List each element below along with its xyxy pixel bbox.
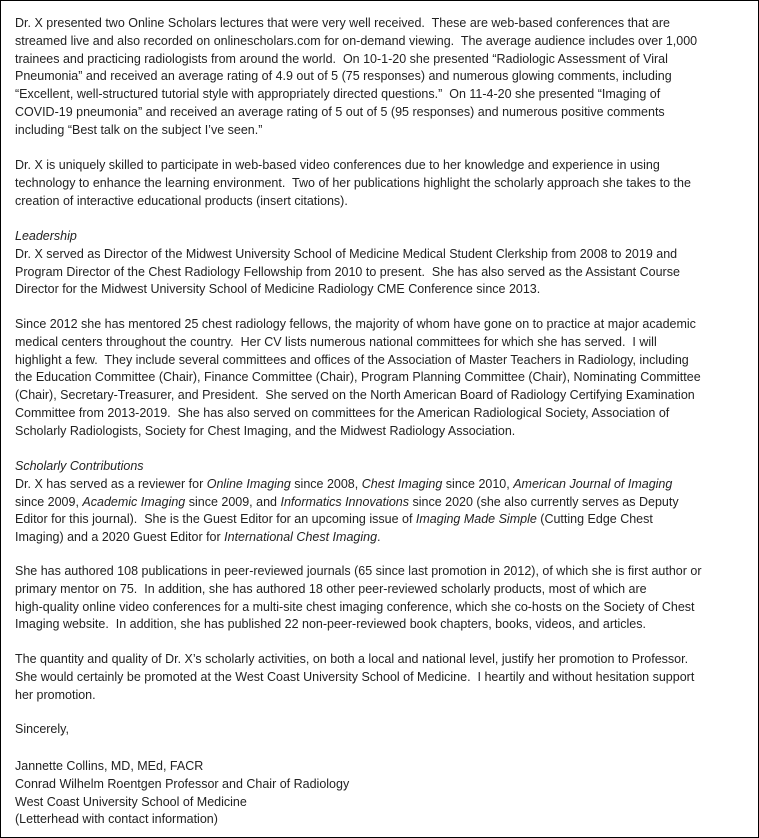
text-line: “Excellent, well-structured tutorial style with appropriately directed questions.” On 11-4-20 she presented “Imaging of <box>15 87 661 102</box>
text-line: Committee from 2013-2019. She has also served on committees for the American Radiological Society, Association of <box>15 405 670 420</box>
text-line: She would certainly be promoted at the West Coast University School of Medicine. I heartily and without hesitation support <box>15 669 695 684</box>
text-run: since 2010, <box>442 476 514 491</box>
text-line: Dr. X is uniquely skilled to participate in web-based video conferences due to her knowledge and experience in using <box>15 158 660 172</box>
scholarly-heading: Scholarly Contributions <box>15 459 144 473</box>
signer-institution: West Coast University School of Medicine <box>15 794 247 809</box>
text-run: Dr. X has served as a reviewer for <box>15 476 207 491</box>
text-line <box>15 476 756 494</box>
leadership-section <box>15 228 756 299</box>
text-line: primary mentor on 75. In addition, she has authored 18 other peer-reviewed scholarly products, most of which are <box>15 581 647 596</box>
text-line: Program Director of the Chest Radiology Fellowship from 2010 to present. She has also served as the Assistant Course <box>15 264 680 279</box>
scholarly-section <box>15 458 756 547</box>
paragraph-publications <box>15 563 756 634</box>
text-line: the Education Committee (Chair), Finance Committee (Chair), Program Planning Committee (Chair), Nominating Committee <box>15 370 701 385</box>
text-line: trainees and practicing radiologists from around the world. On 10-1-20 she presented “Radiologic Assessment of Viral <box>15 51 668 66</box>
journal-title: Academic Imaging <box>82 494 186 509</box>
text-line <box>15 494 756 512</box>
text-line: highlight a few. They include several committees and offices of the Association of Master Teachers in Radiology, including <box>15 352 689 367</box>
text-run: Editor for this journal). She is the Guest Editor for an upcoming issue of <box>15 512 416 527</box>
text-line <box>15 529 756 547</box>
text-line: Pneumonia” and received an average rating of 4.9 out of 5 (75 responses) and numerous glowing comments, including <box>15 69 672 84</box>
closing <box>15 721 756 739</box>
text-run: . <box>377 530 381 545</box>
text-line: medical centers throughout the country. Her CV lists numerous national committees for which she has served. I will <box>15 334 657 349</box>
text-line: creation of interactive educational products (insert citations). <box>15 193 348 208</box>
paragraph-online-scholars <box>15 15 756 140</box>
text-line: She has authored 108 publications in peer-reviewed journals (65 since last promotion in 2012), of which she is first author or <box>15 564 702 578</box>
text-run: since 2008, <box>290 476 362 491</box>
paragraph-web-conferences <box>15 157 756 210</box>
journal-title: American Journal of Imaging <box>513 476 673 491</box>
paragraph-recommendation <box>15 651 756 704</box>
signer-title: Conrad Wilhelm Roentgen Professor and Chair of Radiology <box>15 776 350 791</box>
text-run: since 2009, <box>15 494 83 509</box>
letterhead-note: (Letterhead with contact information) <box>15 812 218 827</box>
signer-name: Jannette Collins, MD, MEd, FACR <box>15 759 204 773</box>
text-line: Director for the Midwest University School of Medicine Radiology CME Conference since 2013. <box>15 282 541 297</box>
text-run: Imaging) and a 2020 Guest Editor for <box>15 530 225 545</box>
text-line: Since 2012 she has mentored 25 chest radiology fellows, the majority of whom have gone on to practice at major academic <box>15 317 696 331</box>
text-line: streamed live and also recorded on onlinescholars.com for on-demand viewing. The average audience includes over 1,000 <box>15 33 698 48</box>
text-line: high-quality online video conferences for a multi-site chest imaging conference, which she co-hosts on the Society of Chest <box>15 599 695 614</box>
text-line: Dr. X presented two Online Scholars lectures that were very well received. These are web-based conferences that are <box>15 16 670 30</box>
text-line: (Chair), Secretary-Treasurer, and President. She served on the North American Board of Radiology Certifying Examination <box>15 388 695 403</box>
journal-title: Online Imaging <box>206 476 291 491</box>
text-line <box>15 511 756 529</box>
text-line: her promotion. <box>15 687 96 702</box>
journal-title: Imaging Made Simple <box>415 512 537 527</box>
text-line: COVID-19 pneumonia” and received an average rating of 5 out of 5 (95 responses) and numerous positive comments <box>15 104 665 119</box>
text-line: The quantity and quality of Dr. X’s scholarly activities, on both a local and national level, justify her promotion to Professor. <box>15 652 689 666</box>
journal-title: International Chest Imaging <box>224 530 378 545</box>
text-line: Imaging website. In addition, she has published 22 non-peer-reviewed book chapters, books, videos, and articles. <box>15 617 646 632</box>
journal-title: Informatics Innovations <box>280 494 410 509</box>
text-line: technology to enhance the learning environment. Two of her publications highlight the scholarly approach she takes to the <box>15 175 691 190</box>
text-line: Scholarly Radiologists, Society for Chest Imaging, and the Midwest Radiology Association. <box>15 423 516 438</box>
leadership-heading: Leadership <box>15 229 77 243</box>
text-run: since 2009, and <box>185 494 281 509</box>
text-run: since 2020 (she also currently serves as Deputy <box>409 494 679 509</box>
text-line: including “Best talk on the subject I’ve seen.” <box>15 122 263 137</box>
text-line: Dr. X served as Director of the Midwest University School of Medicine Medical Student Clerkship from 2008 to 2019 and <box>15 246 678 261</box>
paragraph-mentoring-committees <box>15 316 756 441</box>
signature-block <box>15 758 756 829</box>
text-run: (Cutting Edge Chest <box>536 512 653 527</box>
closing-salutation: Sincerely, <box>15 722 69 736</box>
journal-title: Chest Imaging <box>361 476 443 491</box>
